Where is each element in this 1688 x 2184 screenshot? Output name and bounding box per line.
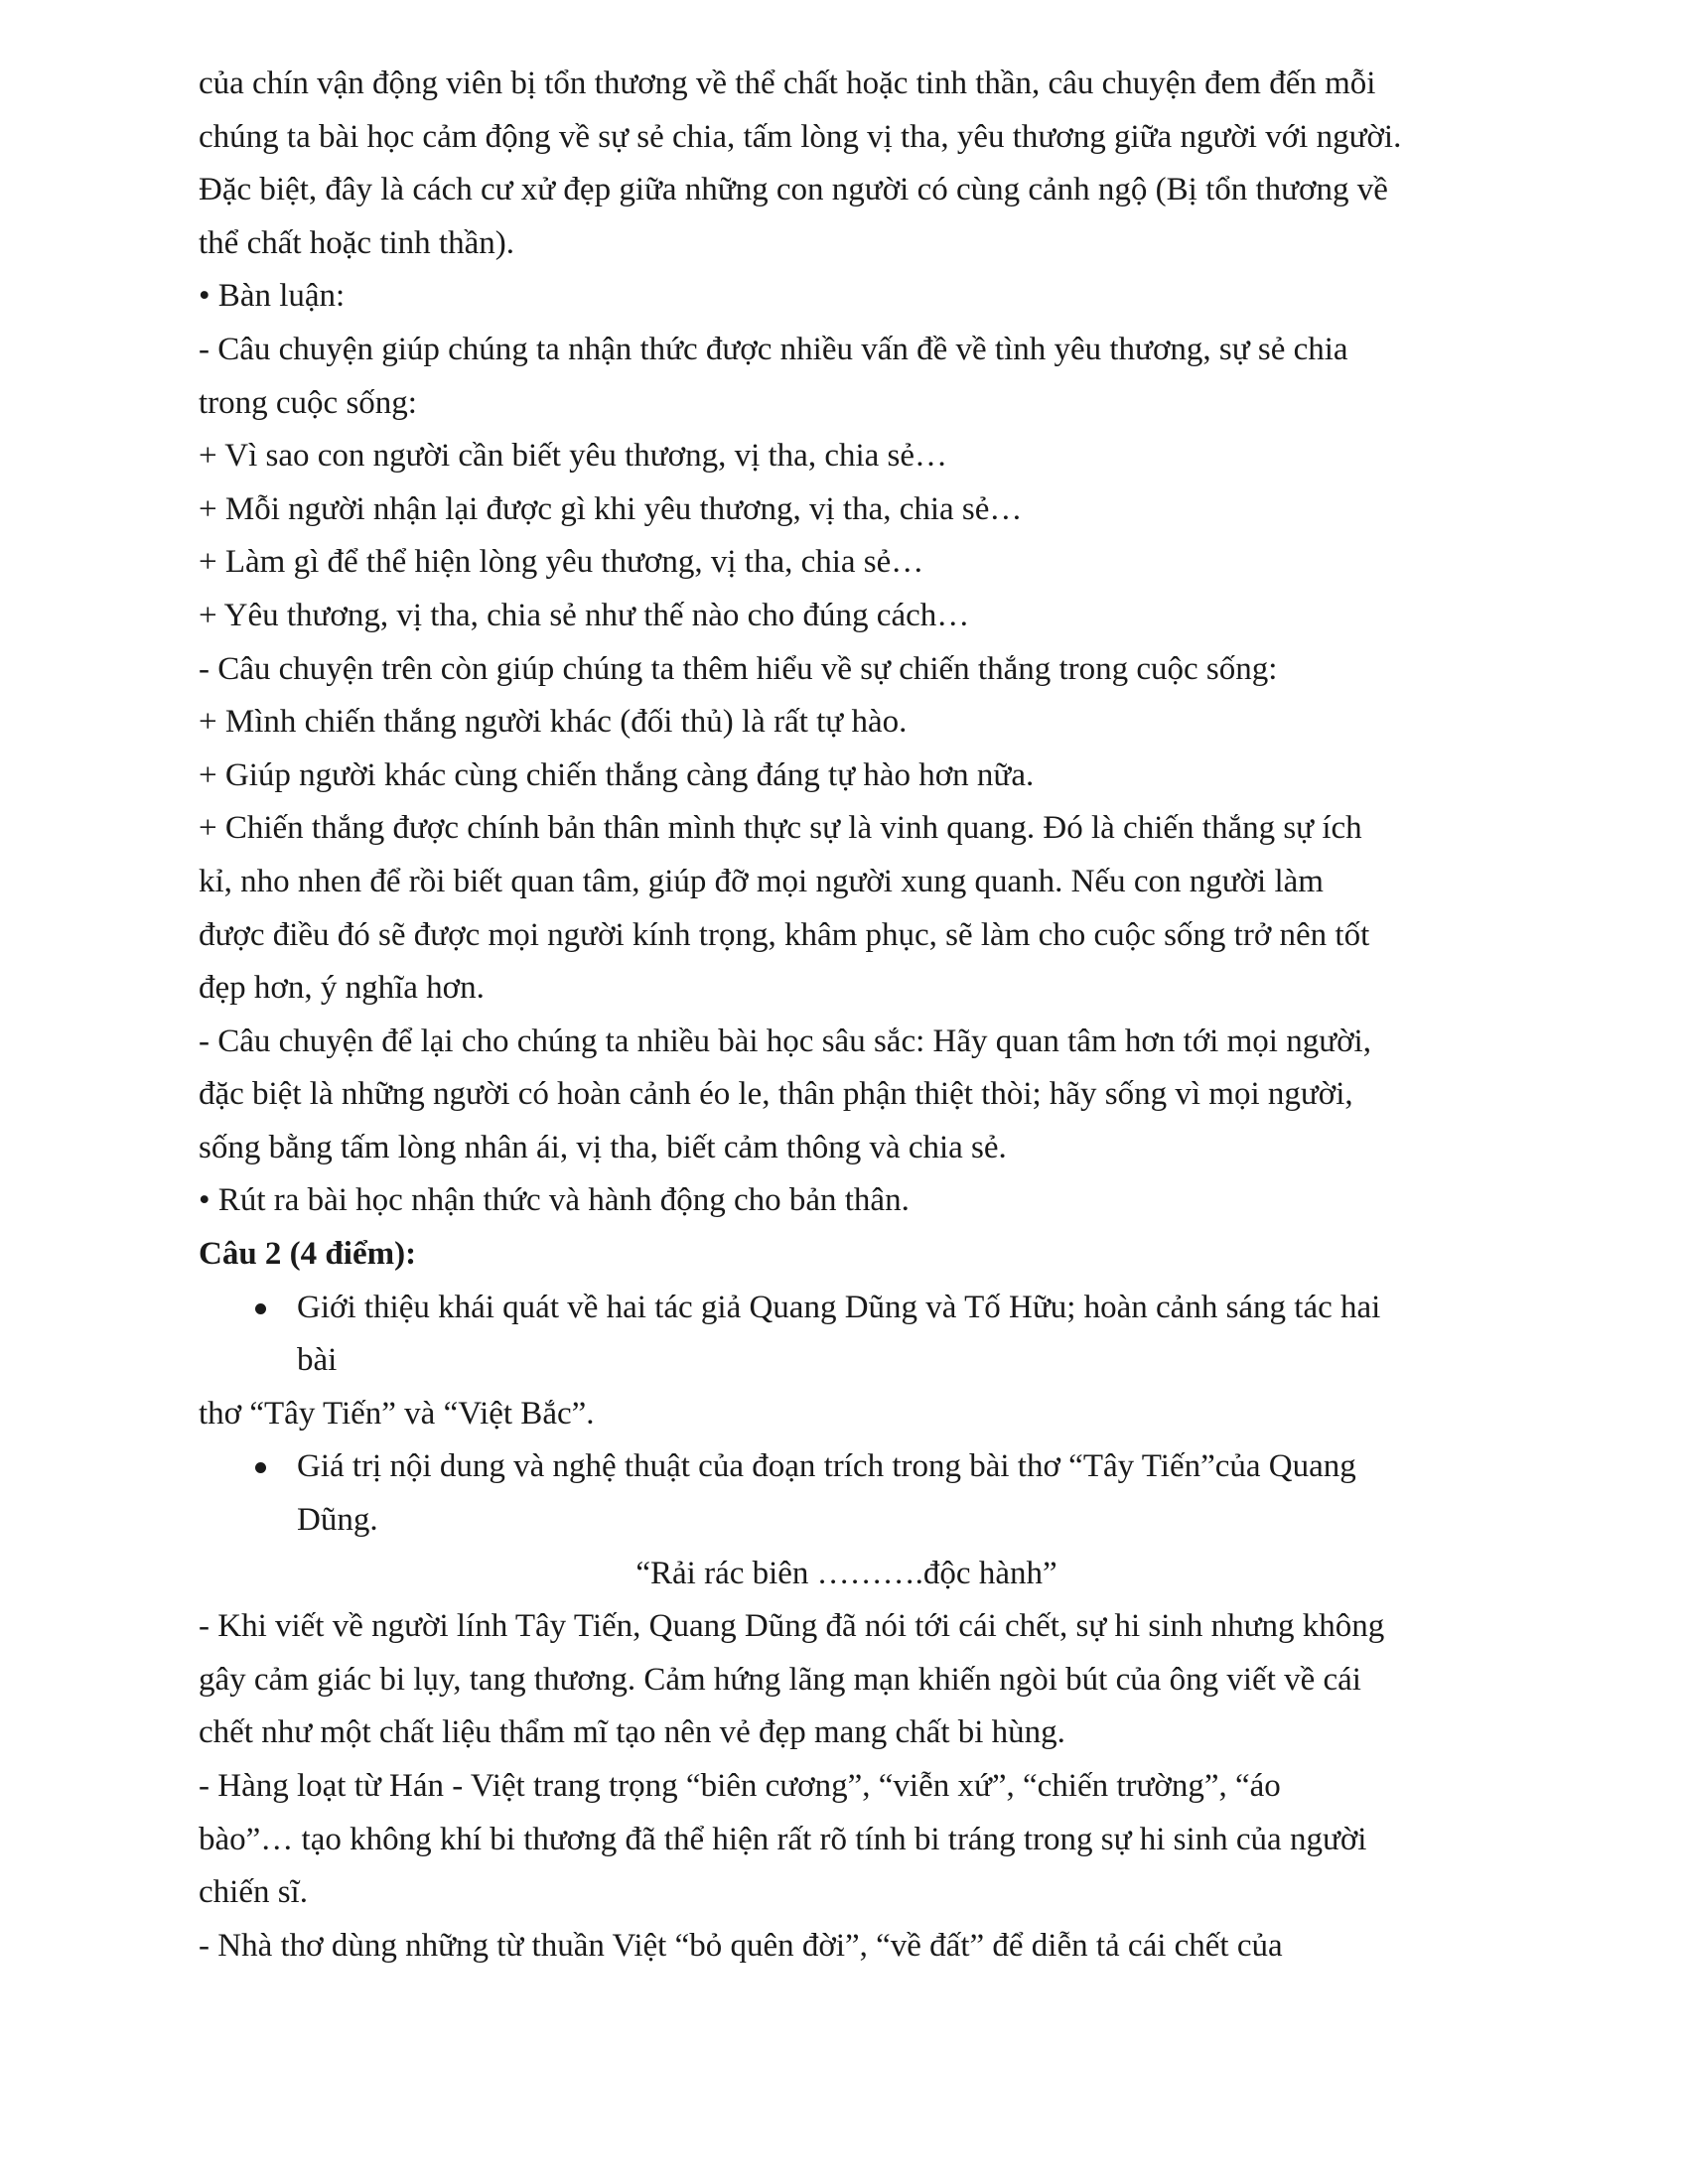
body-text-line: - Câu chuyện trên còn giúp chúng ta thêm hiểu về sự chiến thắng trong cuộc sống: [199, 650, 1278, 687]
body-text-line: - Câu chuyện để lại cho chúng ta nhiều bài học sâu sắc: Hãy quan tâm hơn tới mọi người, [199, 1023, 1371, 1059]
body-text-line: chiến sĩ. [199, 1874, 308, 1911]
document-page [199, 58, 1494, 1973]
list-item: + Mình chiến thắng người khác (đối thủ) là rất tự hào. [199, 704, 908, 741]
body-text-line: gây cảm giác bi lụy, tang thương. Cảm hứng lãng mạn khiến ngòi bút của ông viết về cái [199, 1661, 1361, 1698]
body-text-line: thơ “Tây Tiến” và “Việt Bắc”. [199, 1395, 595, 1432]
body-text-line: kỉ, nho nhen để rồi biết quan tâm, giúp đỡ mọi người xung quanh. Nếu con người làm [199, 863, 1324, 899]
bullet-item-gioi-thieu [199, 1282, 1494, 1335]
body-text-line: Đặc biệt, đây là cách cư xử đẹp giữa những con người có cùng cảnh ngộ (Bị tổn thương về [199, 172, 1388, 208]
list-item: + Vì sao con người cần biết yêu thương, vị tha, chia sẻ… [199, 438, 948, 475]
bullet-item-text: Giá trị nội dung và nghệ thuật của đoạn trích trong bài thơ “Tây Tiến”của Quang [297, 1448, 1356, 1485]
body-text-line: - Khi viết về người lính Tây Tiến, Quang Dũng đã nói tới cái chết, sự hi sinh nhưng không [199, 1608, 1385, 1645]
section-label-rut-ra: • Rút ra bài học nhận thức và hành động cho bản thân. [199, 1182, 910, 1219]
body-text-line: - Câu chuyện giúp chúng ta nhận thức được nhiều vấn đề về tình yêu thương, sự sẻ chia [199, 331, 1348, 367]
list-item: + Mỗi người nhận lại được gì khi yêu thương, vị tha, chia sẻ… [199, 490, 1023, 527]
poem-quote: “Rải rác biên ……….độc hành” [635, 1555, 1057, 1591]
body-text-line: bào”… tạo không khí bi thương đã thể hiện rất rõ tính bi tráng trong sự hi sinh của người [199, 1821, 1367, 1857]
body-text-line: chết như một chất liệu thẩm mĩ tạo nên vẻ đẹp mang chất bi hùng. [199, 1714, 1065, 1751]
body-text-line: sống bằng tấm lòng nhân ái, vị tha, biết cảm thông và chia sẻ. [199, 1129, 1007, 1165]
bullet-item-text: Giới thiệu khái quát về hai tác giả Quang Dũng và Tố Hữu; hoàn cảnh sáng tác hai [297, 1289, 1381, 1325]
list-item: + Làm gì để thể hiện lòng yêu thương, vị tha, chia sẻ… [199, 544, 924, 581]
bullet-dot-icon [255, 1303, 266, 1314]
body-text-line: thể chất hoặc tinh thần). [199, 224, 514, 261]
body-text-line: - Hàng loạt từ Hán - Việt trang trọng “biên cương”, “viễn xứ”, “chiến trường”, “áo [199, 1768, 1281, 1804]
list-item: + Giúp người khác cùng chiến thắng càng đáng tự hào hơn nữa. [199, 756, 1035, 793]
body-text-line: trong cuộc sống: [199, 384, 417, 421]
bullet-dot-icon [255, 1462, 266, 1473]
body-text-line: chúng ta bài học cảm động về sự sẻ chia, tấm lòng vị tha, yêu thương giữa người với người. [199, 118, 1402, 155]
body-text-line: - Nhà thơ dùng những từ thuần Việt “bỏ quên đời”, “về đất” để diễn tả cái chết của [199, 1927, 1283, 1964]
bullet-item-gia-tri [199, 1440, 1494, 1494]
bullet-item-continuation: Dũng. [297, 1502, 378, 1539]
body-text-line: được điều đó sẽ được mọi người kính trọng, khâm phục, sẽ làm cho cuộc sống trở nên tốt [199, 916, 1370, 953]
list-item: + Chiến thắng được chính bản thân mình thực sự là vinh quang. Đó là chiến thắng sự ích [199, 810, 1362, 847]
list-item: + Yêu thương, vị tha, chia sẻ như thế nào cho đúng cách… [199, 597, 970, 633]
question-heading: Câu 2 (4 điểm): [199, 1236, 417, 1273]
body-text-line: đẹp hơn, ý nghĩa hơn. [199, 970, 485, 1007]
body-text-line: đặc biệt là những người có hoàn cảnh éo le, thân phận thiệt thòi; hãy sống vì mọi người, [199, 1076, 1353, 1113]
section-label-ban-luan: • Bàn luận: [199, 278, 346, 315]
body-text-line: của chín vận động viên bị tổn thương về thể chất hoặc tinh thần, câu chuyện đem đến mỗi [199, 66, 1376, 101]
bullet-item-continuation: bài [297, 1342, 338, 1379]
